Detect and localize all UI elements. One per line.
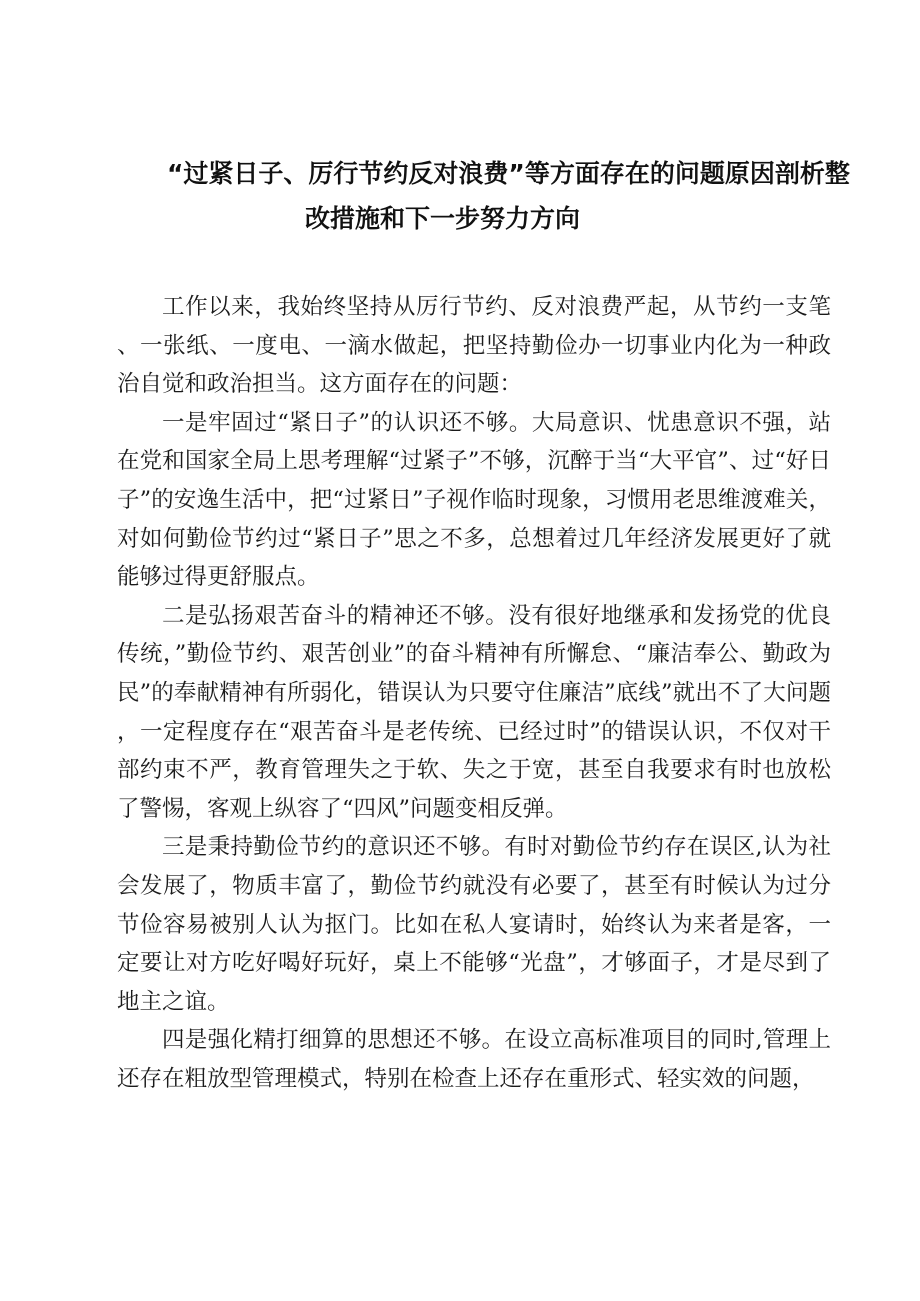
- paragraph-issue-3: 三是秉持勤俭节约的意识还不够。有时对勤俭节约存在误区,认为社会发展了，物质丰富了，勤俭节约就没有必要了，甚至有时候认为过分节俭容易被别人认为抠门。比如在私人宴请时，始终认为来者是客，一定要让对方吃好喝好玩好，桌上不能够“光盘”，才够面子，才是尽到了地主之谊。: [117, 834, 831, 1015]
- paragraph-issue-4: 四是强化精打细算的思想还不够。在设立高标准项目的同时,管理上还存在粗放型管理模式，特别在检查上还存在重形式、轻实效的问题，: [117, 1027, 831, 1092]
- document-title-line-1: “过紧日子、厉行节约反对浪费”等方面存在的问题原因剖析整: [167, 159, 850, 188]
- paragraph-issue-2: 二是弘扬艰苦奋斗的精神还不够。没有很好地继承和发扬党的优良传统，”勤俭节约、艰苦创业”的奋斗精神有所懈怠、“廉洁奉公、勤政为民”的奉献精神有所弱化，错误认为只要守住廉洁”底线”就出不了大问题，一定程度存在“艰苦奋斗是老传统、已经过时”的错误认识，不仅对干部约束不严，教育管理失之于软、失之于宽，甚至自我要求有时也放松了警惕，客观上纵容了“四风”问题变相反弹。: [117, 602, 831, 822]
- paragraph-issue-1: 一是牢固过“紧日子”的认识还不够。大局意识、忧患意识不强，站在党和国家全局上思考理解“过紧子”不够，沉醉于当“大平官”、过“好日子”的安逸生活中，把“过紧日”子视作临时现象，习惯用老思维渡难关，对如何勤俭节约过“紧日子”思之不多，总想着过几年经济发展更好了就能够过得更舒服点。: [117, 409, 831, 591]
- document-title-line-2: 改措施和下一步努力方向: [305, 204, 581, 233]
- paragraph-intro: 工作以来，我始终坚持从厉行节约、反对浪费严起，从节约一支笔、一张纸、一度电、一滴水做起，把坚持勤俭办一切事业内化为一种政治自觉和政治担当。这方面存在的问题：: [117, 294, 831, 398]
- document-body: [117, 288, 831, 1098]
